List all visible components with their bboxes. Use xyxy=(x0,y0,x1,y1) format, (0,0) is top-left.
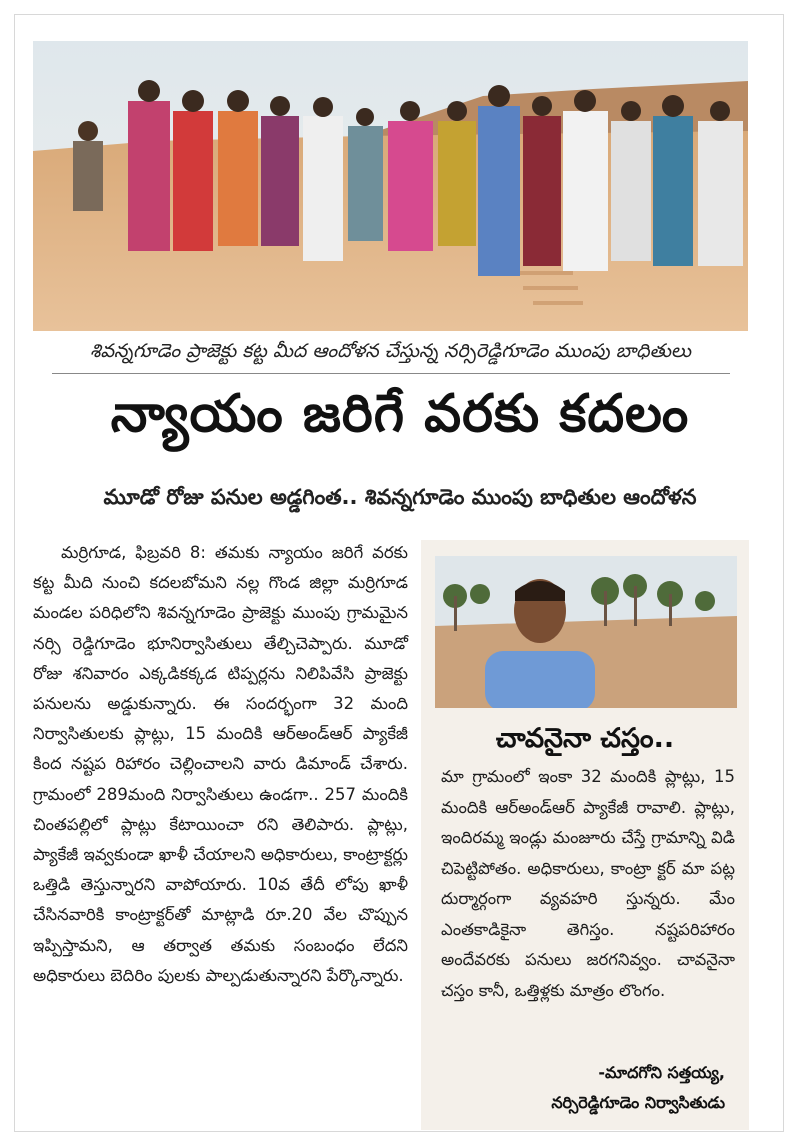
article-body xyxy=(33,538,408,991)
signature-name: -మాదగోని సత్తయ్య, xyxy=(598,1063,725,1082)
sidebar-quote: మా గ్రామంలో ఇంకా 32 మందికి ప్లాట్లు, 15 మందికి ఆర్‌అండ్‌ఆర్ ప్యాకేజీ రావాలి. ప్లాట్లు, ఇందిరమ్మ ఇండ్లు మంజూరు చేస్తే గ్రామాన్ని విడి చిపెట్టిపోతం. అధికారులు, కాంట్రా క్టర్ మా పట్ల దుర్మార్గంగా వ్యవహరి స్తున్నరు. మేం ఎంతకాడికైనా తెగిస్తం. నష్టపరిహారం అందేవరకు పనులు జరగనివ్వం. చావనైనా చస్తం కానీ, ఒత్తిళ్లకు మాత్రం లొంగం. xyxy=(441,767,735,1000)
signature-role: నర్సిరెడ్డిగూడెం నిర్వాసితుడు xyxy=(551,1093,725,1112)
article-paragraph: మర్రిగూడ, ఫిబ్రవరి 8: తమకు న్యాయం జరిగే వరకు కట్ట మీది నుంచి కదలబోమని నల్ల గొండ జిల్లా మర్రిగూడ మండల పరిధిలోని శివన్నగూడెం ప్రాజెక్టు ముంపు గ్రామమైన నర్సి రెడ్డిగూడెం భూనిర్వాసితులు తేల్చిచెప్పారు. మూడో రోజు శనివారం ఎక్కడికక్కడ టిప్పర్లను నిలిపివేసి ప్రాజెక్టు పనులను అడ్డుకున్నారు. ఈ సందర్భంగా 32 మంది నిర్వాసితులకు ప్లాట్లు, 15 మందికి ఆర్‌అండ్‌ఆర్ ప్యాకేజీ కింద నష్టప రిహారం చెల్లించాలని వారు డిమాండ్ చేశారు. గ్రామంలో 289మంది నిర్వాసితులు ఉండగా.. 257 మందికి చింతపల్లిలో ప్లాట్లు కేటాయించా రని తెలిపారు. ప్లాట్లు, ప్యాకేజీ ఇవ్వకుండా ఖాళీ చేయాలని అధికారులు, కాంట్రాక్టర్లు ఒత్తిడి తెస్తున్నారని వాపోయారు. 10వ తేదీ లోపు ఖాళీ చేసినవారికి కాంట్రాక్టర్‌తో మాట్లాడి రూ.20 వేల చొప్పున ఇప్పిస్తామని, ఆ తర్వాత తమకు సంబంధం లేదని అధికారులు బెదిరిం పులకు పాల్పడుతున్నారని పేర్కొన్నారు. xyxy=(33,543,408,985)
caption-divider xyxy=(52,373,730,374)
subheadline: మూడో రోజు పనుల అడ్డగింత.. శివన్నగూడెం ముంపు బాధితుల ఆందోళన xyxy=(103,485,697,509)
person-photo xyxy=(435,556,737,708)
quote-sidebar xyxy=(421,540,749,1130)
protest-photo xyxy=(33,41,748,331)
sidebar-signature xyxy=(551,1058,725,1118)
headline: న్యాయం జరిగే వరకు కదలం xyxy=(110,384,690,444)
sidebar-title: చావనైనా చస్తం.. xyxy=(495,723,675,754)
photo-caption: శివన్నగూడెం ప్రాజెక్టు కట్ట మీద ఆందోళన చేస్తున్న నర్సిరెడ్డిగూడెం ముంపు బాధితులు xyxy=(90,340,691,362)
